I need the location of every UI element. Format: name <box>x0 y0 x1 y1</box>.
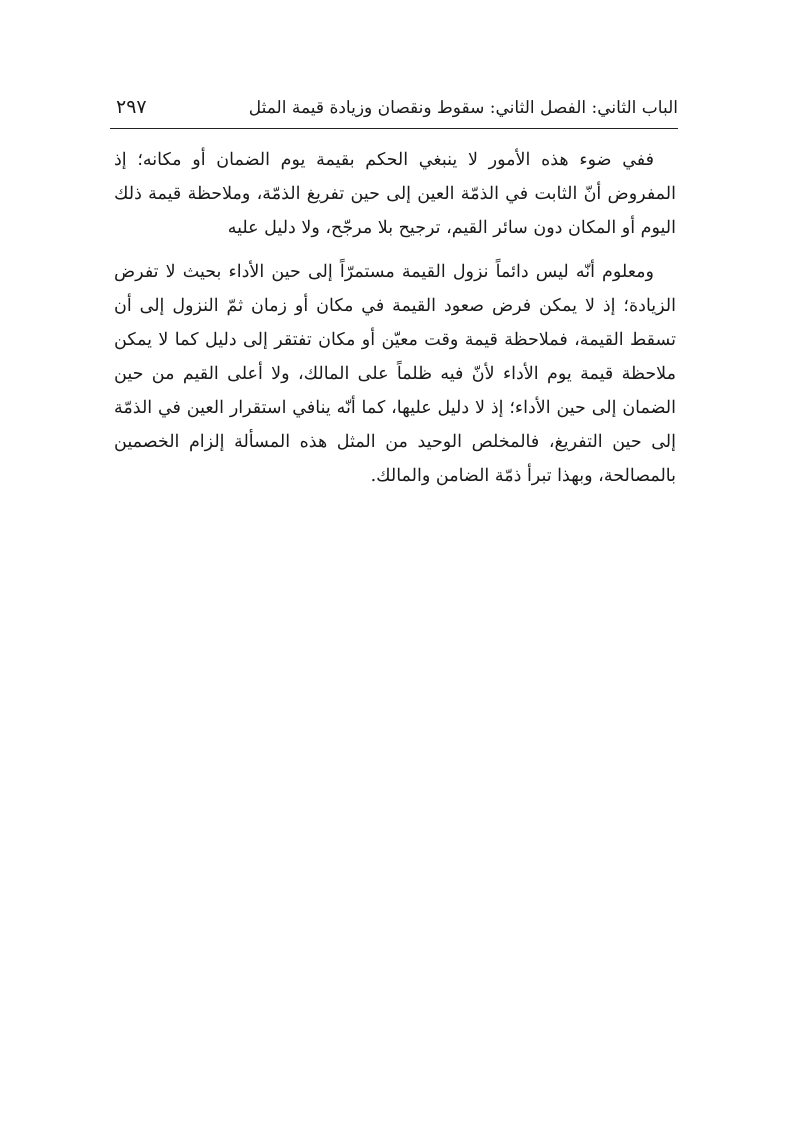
running-title: الباب الثاني: الفصل الثاني: سقوط ونقصان وزيادة قيمة المثل <box>248 98 678 118</box>
page-header <box>110 92 678 129</box>
paragraph-2: ومعلوم أنّه ليس دائماً نزول القيمة مستمرّاً إلى حين الأداء بحيث لا تفرض الزيادة؛ إذ لا يمكن فرض صعود القيمة في مكان أو زمان ثمّ النزول إلى أن تسقط القيمة، فملاحظة قيمة وقت معيّن أو مكان تفتقر إلى دليل كما لا يمكن ملاحظة قيمة يوم الأداء لأنّ فيه ظلماً على المالك، ولا أعلى القيم من حين الضمان إلى حين الأداء؛ إذ لا دليل عليها، كما أنّه ينافي استقرار العين في الذمّة إلى حين التفريغ، فالمخلص الوحيد من المثل هذه المسألة إلزام الخصمين بالمصالحة، وبهذا تبرأ ذمّة الضامن والمالك. <box>114 262 676 486</box>
paragraph-1: ففي ضوء هذه الأمور لا ينبغي الحكم بقيمة يوم الضمان أو مكانه؛ إذ المفروض أنّ الثابت في الذمّة العين إلى حين تفريغ الذمّة، وملاحظة قيمة ذلك اليوم أو المكان دون سائر القيم، ترجيح بلا مرجّح، ولا دليل عليه <box>114 150 676 238</box>
body-text <box>114 143 676 493</box>
page-number: ٢٩٧ <box>116 96 147 118</box>
